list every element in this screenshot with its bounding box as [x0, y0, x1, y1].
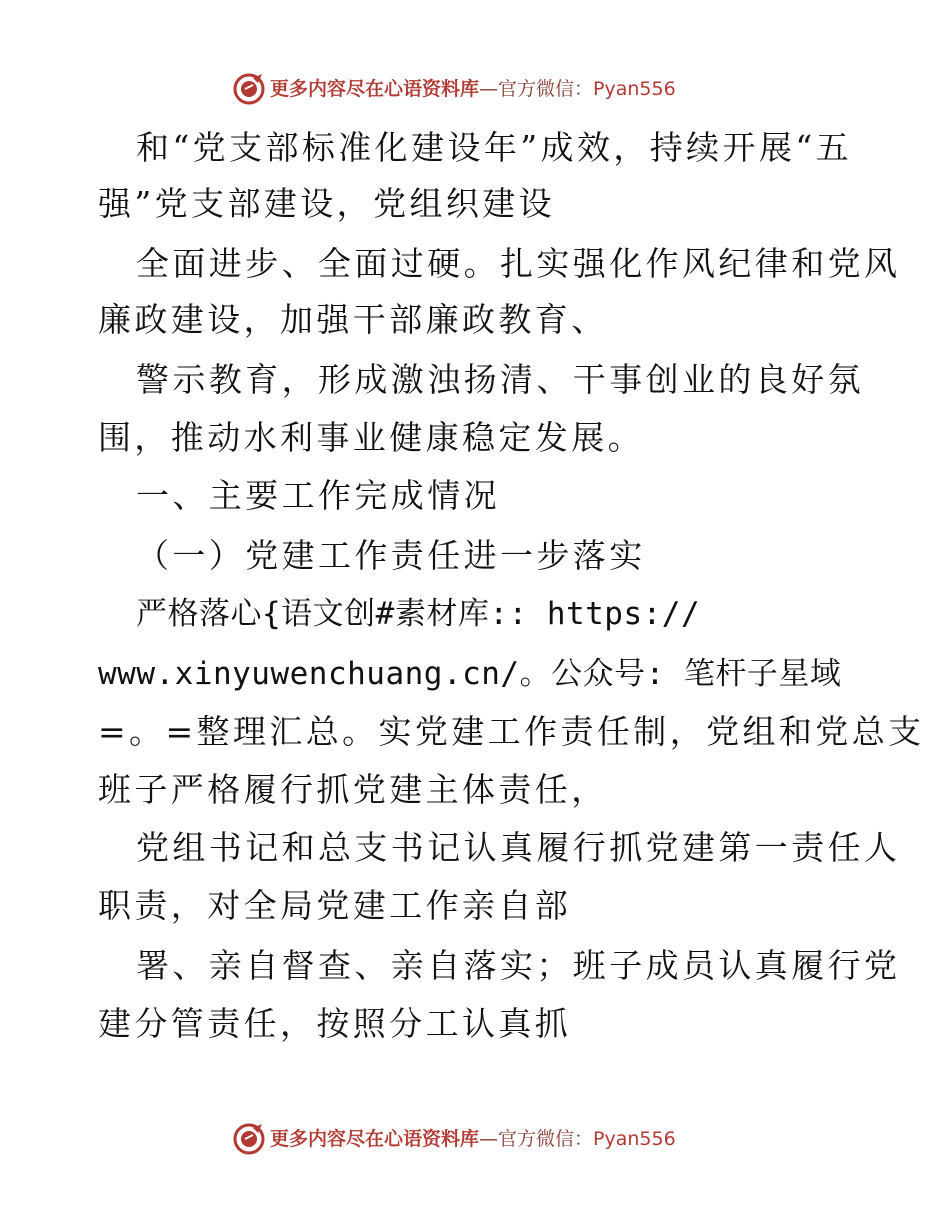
paragraph-line: 围，推动水利事业健康稳定发展。 [98, 418, 644, 457]
paragraph-line: 廉政建设，加强干部廉政教育、 [98, 300, 608, 339]
paragraph-line: 严格落心{语文创#素材库:: https:// [136, 596, 701, 632]
paragraph-line: 署、亲自督查、亲自落实；班子成员认真履行党 [136, 946, 901, 985]
banner-text: 更多内容尽在心语资料库—官方微信：Pyan556 [270, 1128, 676, 1150]
footer-banner [0, 1120, 950, 1160]
banner-text: 更多内容尽在心语资料库—官方微信：Pyan556 [270, 78, 676, 100]
section-heading: 一、主要工作完成情况 [136, 476, 500, 515]
paragraph-line: 强”党支部建设，党组织建设 [98, 184, 556, 223]
paragraph-line: 班子严格履行抓党建主体责任， [98, 770, 608, 809]
paragraph-line: =。=整理汇总。实党建工作责任制，党组和党总支 [98, 712, 925, 751]
subsection-heading: （一）党建工作责任进一步落实 [136, 536, 646, 575]
paragraph-line: 建分管责任，按照分工认真抓 [98, 1004, 572, 1043]
paragraph-line: www.xinyuwenchuang.cn/。公众号: 笔杆子星域 [98, 656, 842, 692]
pen-nib-logo-icon [232, 1122, 266, 1156]
paragraph-line: 职责，对全局党建工作亲自部 [98, 886, 572, 925]
header-banner [0, 70, 950, 110]
paragraph-line: 党组书记和总支书记认真履行抓党建第一责任人 [136, 828, 901, 867]
paragraph-line: 和“党支部标准化建设年”成效，持续开展“五 [136, 128, 853, 167]
paragraph-line: 警示教育，形成激浊扬清、干事创业的良好氛 [136, 360, 864, 399]
paragraph-line: 全面进步、全面过硬。扎实强化作风纪律和党风 [136, 244, 901, 283]
pen-nib-logo-icon [232, 72, 266, 106]
